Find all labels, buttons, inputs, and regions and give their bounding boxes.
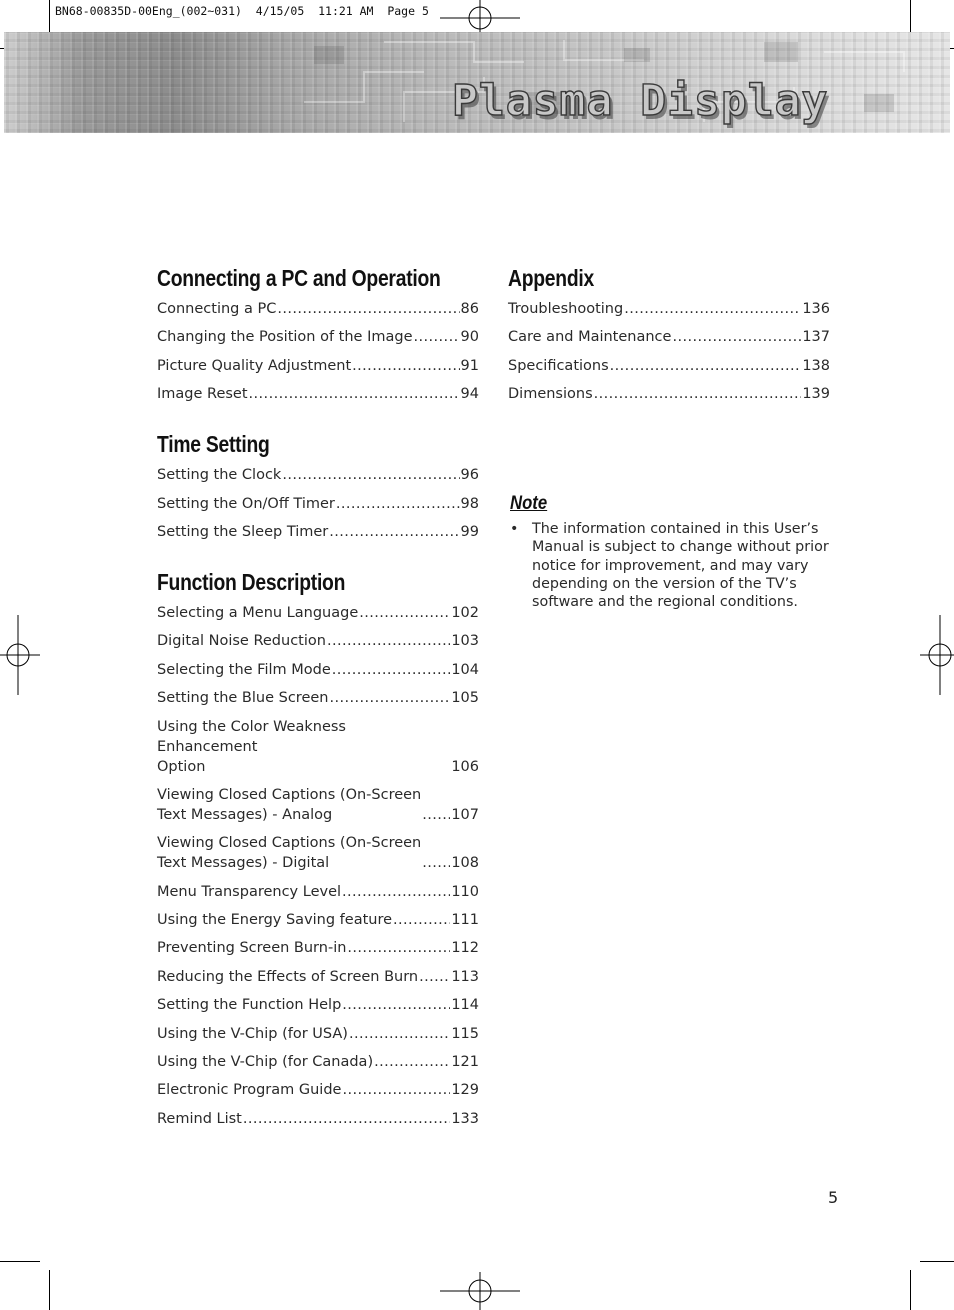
- toc-entry-page: 114: [451, 997, 479, 1014]
- crop-mark: [910, 1270, 911, 1310]
- toc-entry-title: Using the Energy Saving feature: [157, 912, 393, 929]
- toc-entry-page: 90: [460, 329, 479, 346]
- toc-entry-page: 121: [451, 1054, 479, 1071]
- dot-leader: [249, 384, 460, 404]
- toc-entry-title: Viewing Closed Captions (On-Screen Text Messages) - Analog: [157, 786, 422, 823]
- toc-entry-page: 86: [460, 301, 479, 317]
- toc-entry-title: Setting the Function Help: [157, 997, 342, 1014]
- toc-entry[interactable]: [157, 465, 479, 485]
- toc-entry-page: 104: [451, 661, 479, 678]
- banner-title: Plasma Display: [452, 76, 829, 126]
- toc-section: [157, 566, 479, 1129]
- section-heading: Appendix: [508, 265, 595, 291]
- toc-entry-page: 113: [451, 968, 479, 985]
- dot-leader: [347, 938, 450, 958]
- toc-entry-title: Connecting a PC: [157, 301, 277, 317]
- dot-leader: [594, 384, 802, 404]
- toc-entry-title: Selecting the Film Mode: [157, 661, 331, 678]
- dot-leader: [332, 660, 451, 680]
- registration-mark-icon: [440, 0, 520, 34]
- toc-section: [157, 262, 479, 404]
- dot-leader: [414, 327, 460, 347]
- toc-entry-page: 115: [451, 1025, 479, 1042]
- toc-entry[interactable]: [157, 299, 479, 319]
- toc-entry[interactable]: [157, 1052, 479, 1072]
- dot-leader: [329, 522, 459, 542]
- toc-entry-title: Care and Maintenance: [508, 329, 672, 346]
- toc-entry[interactable]: [157, 717, 479, 777]
- dot-leader: [342, 1080, 450, 1100]
- toc-entry-title: Remind List: [157, 1110, 242, 1127]
- toc-section: [157, 428, 479, 542]
- dot-leader: [342, 882, 450, 902]
- toc-entry-title: Viewing Closed Captions (On-Screen Text Messages) - Digital: [157, 835, 422, 872]
- toc-entry-title: Selecting a Menu Language: [157, 604, 359, 621]
- toc-entry[interactable]: [157, 833, 479, 873]
- registration-mark-icon: [440, 1272, 520, 1310]
- note-item: • The information contained in this User’s Manual is subject to change without prior notice for improvement, and may vary depending on the version of the TV’s software and the regional conditions.: [510, 520, 840, 611]
- note-heading: Note: [510, 493, 548, 514]
- dot-leader: [342, 995, 450, 1015]
- crop-mark: [920, 1261, 954, 1262]
- toc-entry[interactable]: [157, 356, 479, 376]
- note-box: [510, 493, 840, 611]
- toc-entry-title: Electronic Program Guide: [157, 1082, 342, 1099]
- toc-entry-title: Using the V-Chip (for Canada): [157, 1054, 374, 1071]
- toc-entry-page: 99: [460, 523, 479, 540]
- page-number: 5: [828, 1188, 839, 1207]
- toc-right-column: [508, 262, 830, 413]
- section-heading: Function Description: [157, 568, 346, 595]
- dot-leader: [624, 299, 801, 319]
- toc-entry[interactable]: [157, 938, 479, 958]
- dot-leader: [352, 356, 459, 376]
- toc-entry[interactable]: [157, 522, 479, 542]
- toc-entry-title: Menu Transparency Level: [157, 883, 342, 900]
- dot-leader: [393, 910, 450, 930]
- toc-entry-title: Troubleshooting: [508, 301, 624, 317]
- toc-entry-page: 105: [451, 690, 479, 707]
- toc-entry-title: Specifications: [508, 357, 609, 374]
- toc-entry-page: 96: [460, 467, 479, 484]
- toc-entry-title: Using the V-Chip (for USA): [157, 1025, 348, 1042]
- dot-leader: [327, 631, 450, 651]
- toc-entry-page: 102: [451, 604, 479, 621]
- header-banner: [4, 32, 950, 133]
- toc-entry-page: 138: [802, 357, 830, 374]
- dot-leader: [422, 805, 450, 825]
- toc-entry-page: 91: [460, 357, 479, 374]
- dot-leader: [336, 494, 460, 514]
- toc-entry-page: 103: [451, 633, 479, 650]
- toc-entry-page: 94: [460, 386, 479, 403]
- dot-leader: [329, 688, 450, 708]
- toc-entry[interactable]: [157, 494, 479, 514]
- toc-entry-title: Using the Color Weakness Enhancement Option: [157, 718, 346, 775]
- toc-entry-title: Changing the Position of the Image: [157, 329, 413, 346]
- toc-entry-page: 106: [451, 758, 479, 775]
- dot-leader: [374, 1052, 450, 1072]
- toc-entry[interactable]: [157, 660, 479, 680]
- toc-entry-title: Reducing the Effects of Screen Burn: [157, 968, 419, 985]
- section-heading: Connecting a PC and Operation: [157, 265, 441, 291]
- toc-entry-page: 137: [802, 329, 830, 346]
- toc-left-column: [157, 262, 479, 1137]
- toc-entry-page: 133: [451, 1110, 479, 1127]
- toc-entry-title: Digital Noise Reduction: [157, 633, 326, 650]
- toc-entry[interactable]: [157, 1109, 479, 1129]
- toc-entry[interactable]: [157, 910, 479, 930]
- toc-entry[interactable]: [508, 327, 830, 347]
- toc-entry[interactable]: [157, 967, 479, 987]
- toc-entry-title: Image Reset: [157, 386, 248, 403]
- toc-entry-title: Setting the Blue Screen: [157, 690, 329, 707]
- toc-entry-title: Picture Quality Adjustment: [157, 357, 352, 374]
- dot-leader: [282, 465, 459, 485]
- toc-entry-page: 139: [802, 386, 830, 403]
- toc-entry-title: Setting the Sleep Timer: [157, 523, 329, 540]
- toc-entry-title: Preventing Screen Burn-in: [157, 940, 347, 957]
- toc-entry[interactable]: [157, 384, 479, 404]
- toc-entry[interactable]: [157, 631, 479, 651]
- toc-entry-page: 129: [451, 1082, 479, 1099]
- toc-entry[interactable]: [157, 882, 479, 902]
- toc-entry[interactable]: [508, 299, 830, 319]
- toc-entry-page: 108: [451, 855, 479, 872]
- dot-leader: [243, 1109, 450, 1129]
- toc-entry-page: 110: [451, 883, 479, 900]
- toc-entry[interactable]: [157, 785, 479, 825]
- toc-entry[interactable]: [157, 688, 479, 708]
- print-slug: BN68-00835D-00Eng_(002~031) 4/15/05 11:21 AM Page 5: [55, 4, 429, 18]
- toc-entry-page: 112: [451, 940, 479, 957]
- registration-mark-icon: [0, 615, 40, 695]
- toc-entry[interactable]: [157, 995, 479, 1015]
- toc-entry-page: 107: [451, 806, 479, 823]
- dot-leader: [359, 603, 450, 623]
- dot-leader: [349, 1024, 450, 1044]
- section-heading: Time Setting: [157, 431, 270, 458]
- toc-entry-page: 98: [460, 495, 479, 512]
- dot-leader: [610, 356, 802, 376]
- dot-leader: [419, 967, 450, 987]
- toc-entry[interactable]: [508, 356, 830, 376]
- note-list: [510, 520, 840, 611]
- crop-mark: [0, 1261, 40, 1262]
- toc-entry[interactable]: [157, 603, 479, 623]
- toc-entry-page: 111: [451, 912, 479, 929]
- toc-entry-title: Setting the Clock: [157, 467, 282, 484]
- toc-entry[interactable]: [508, 384, 830, 404]
- toc-section: [508, 262, 830, 404]
- dot-leader: [277, 299, 459, 319]
- toc-entry-title: Setting the On/Off Timer: [157, 495, 335, 512]
- toc-entry-title: Dimensions: [508, 386, 593, 403]
- toc-entry[interactable]: [157, 327, 479, 347]
- toc-entry[interactable]: [157, 1024, 479, 1044]
- registration-mark-icon: [920, 615, 954, 695]
- toc-entry-page: 136: [802, 301, 830, 317]
- toc-entry[interactable]: [157, 1080, 479, 1100]
- crop-mark: [49, 1270, 50, 1310]
- dot-leader: [672, 327, 801, 347]
- dot-leader: [422, 853, 450, 873]
